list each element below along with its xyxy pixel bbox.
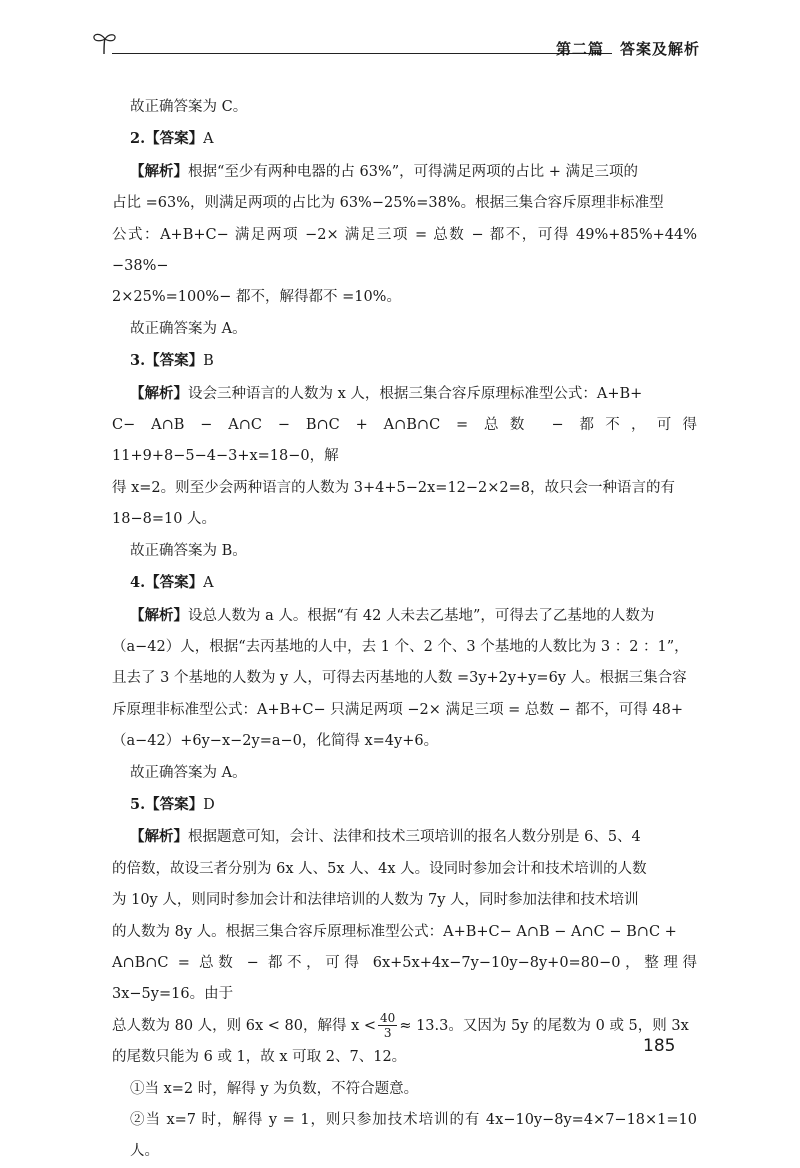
text-line xyxy=(112,504,697,535)
text-line xyxy=(112,567,697,599)
analysis-text: 设总人数为 a 人。根据“有 42 人未去乙基地”，可得去了乙基地的人数为 xyxy=(188,607,655,624)
analysis-label: 【解析】 xyxy=(130,606,188,624)
analysis-label: 【解析】 xyxy=(130,384,188,402)
text-line xyxy=(112,188,697,219)
header-rule xyxy=(112,53,612,54)
line-text: 公式：A+B+C− 满足两项 −2× 满足三项 = 总数 − 都不，可得 49%+85%+44%−38%− xyxy=(112,226,697,275)
page-header xyxy=(90,28,700,68)
text-line xyxy=(112,156,697,188)
text-line xyxy=(112,536,697,567)
line-text: 且去了 3 个基地的人数为 y 人，可得去丙基地的人数 =3y+2y+y=6y 人。根据三集合容 xyxy=(112,670,687,687)
text-line xyxy=(112,473,697,504)
line-text: 故正确答案为 C。 xyxy=(130,99,248,115)
line-text: 为 10y 人，则同时参加会计和法律培训的人数为 7y 人，同时参加法律和技术培训 xyxy=(112,892,639,909)
line-text: 总人数为 80 人，则 6x < 80，解得 x < xyxy=(112,1017,377,1034)
answer-value: D xyxy=(203,796,215,813)
text-line xyxy=(112,821,697,853)
text-line xyxy=(112,1011,697,1042)
text-line xyxy=(112,663,697,694)
text-line xyxy=(112,632,697,663)
text-line xyxy=(112,92,697,123)
text-line xyxy=(112,885,697,916)
text-line xyxy=(112,378,697,410)
line-text: 的人数为 8y 人。根据三集合容斥原理标准型公式：A+B+C− A∩B − A∩C − B∩C + xyxy=(112,923,677,940)
text-line xyxy=(112,695,697,726)
line-text: 斥原理非标准型公式：A+B+C− 只满足两项 −2× 满足三项 = 总数 − 都不，可得 48+ xyxy=(112,701,683,718)
answer-content xyxy=(112,92,697,1168)
answer-label: 4.【答案】 xyxy=(130,574,204,592)
line-text: 故正确答案为 A。 xyxy=(130,764,247,781)
line-text: 的尾数只能为 6 或 1，故 x 可取 2、7、12。 xyxy=(112,1049,407,1066)
text-line xyxy=(112,726,697,757)
text-line xyxy=(112,410,697,473)
line-text: C− A∩B − A∩C − B∩C + A∩B∩C = 总数 − 都不，可得 11+9+8−5−4−3+x=18−0，解 xyxy=(112,417,697,465)
line-text: ①当 x=2 时，解得 y 为负数，不符合题意。 xyxy=(130,1080,419,1097)
text-line xyxy=(112,600,697,632)
line-text: 占比 =63%，则满足两项的占比为 63%−25%=38%。根据三集合容斥原理非标准型 xyxy=(112,195,664,212)
answer-label: 3.【答案】 xyxy=(130,352,204,370)
answer-label: 2.【答案】 xyxy=(130,130,204,148)
text-line xyxy=(112,282,697,313)
text-line xyxy=(112,1105,697,1168)
analysis-label: 【解析】 xyxy=(130,828,188,846)
answer-value: B xyxy=(203,353,214,370)
analysis-text: 根据“至少有两种电器的占 63%”，可得满足两项的占比 + 满足三项的 xyxy=(188,163,639,180)
line-text: 18−8=10 人。 xyxy=(112,511,217,528)
text-line xyxy=(112,854,697,885)
text-line xyxy=(112,1042,697,1073)
line-text: 得 x=2。则至少会两种语言的人数为 3+4+5−2x=12−2×2=8，故只会一种语言的有 xyxy=(112,479,676,496)
fraction-numerator: 40 xyxy=(380,1011,396,1026)
text-line xyxy=(112,948,697,1011)
text-line xyxy=(112,1074,697,1105)
line-text: 故正确答案为 B。 xyxy=(130,542,247,559)
text-line xyxy=(112,314,697,345)
text-line xyxy=(112,917,697,948)
answer-value: A xyxy=(203,575,214,592)
line-text: 故正确答案为 A。 xyxy=(130,320,247,337)
fraction xyxy=(378,1011,397,1040)
text-line xyxy=(112,789,697,821)
answer-label: 5.【答案】 xyxy=(130,795,204,813)
line-text: 2×25%=100%− 都不，解得都不 =10%。 xyxy=(112,289,401,306)
text-line xyxy=(112,220,697,283)
line-text: 的倍数，故设三者分别为 6x 人、5x 人、4x 人。设同时参加会计和技术培训的人数 xyxy=(112,860,647,877)
line-text: ②当 x=7 时，解得 y = 1，则只参加技术培训的有 4x−10y−8y=4×7−18×1=10 人。 xyxy=(130,1112,697,1160)
line-text: （a−42）+6y−x−2y=a−0，化简得 x=4y+6。 xyxy=(112,733,439,750)
text-line xyxy=(112,758,697,789)
analysis-text: 根据题意可知，会计、法律和技术三项培训的报名人数分别是 6、5、4 xyxy=(188,829,641,846)
analysis-label: 【解析】 xyxy=(130,162,188,180)
text-line xyxy=(112,345,697,377)
line-text: （a−42）人，根据“去丙基地的人中，去 1 个、2 个、3 个基地的人数比为 3 ：2 ：1”， xyxy=(112,638,689,655)
line-text: A∩B∩C = 总数 − 都不，可得 6x+5x+4x−7y−10y−8y+0=80−0，整理得 3x−5y=16。由于 xyxy=(112,954,697,1003)
section-title: 第二篇 答案及解析 xyxy=(555,40,700,58)
answer-value: A xyxy=(203,131,214,148)
analysis-text: 设会三种语言的人数为 x 人，根据三集合容斥原理标准型公式：A+B+ xyxy=(188,385,643,402)
text-line xyxy=(112,123,697,155)
page-number: 185 xyxy=(643,1036,676,1056)
line-text: ≈ 13.3。又因为 5y 的尾数为 0 或 5，则 3x xyxy=(399,1017,689,1034)
fraction-denominator: 3 xyxy=(383,1026,392,1041)
